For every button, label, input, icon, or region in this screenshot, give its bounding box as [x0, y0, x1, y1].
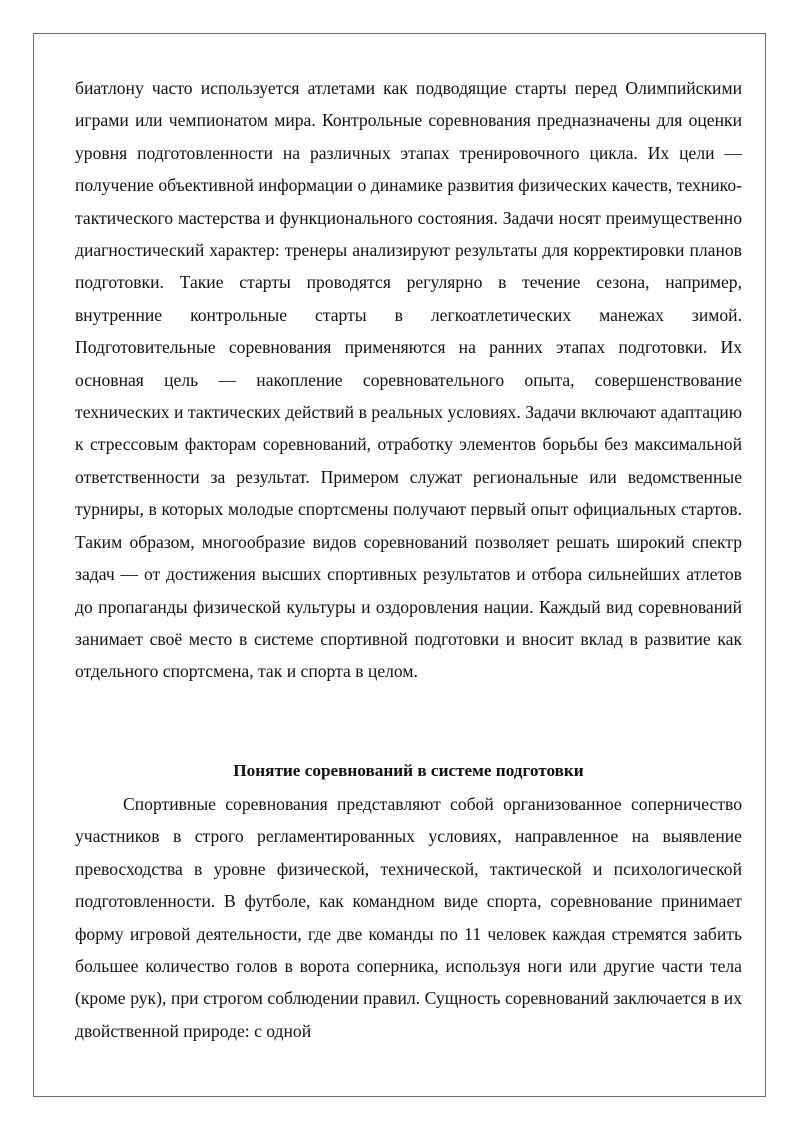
section-heading: Понятие соревнований в системе подготовки	[233, 761, 584, 780]
body-paragraph-1: биатлону часто используется атлетами как подводящие старты перед Олимпийскими играми или чемпионатом мира. Контрольные соревнования предназначены для оценки уровня подготовленности на различных этапах тренировочного цикла. Их цели — получение объективной информации о динамике развития физических качеств, технико-тактического мастерства и функционального состояния. Задачи носят преимущественно диагностический характер: тренеры анализируют результаты для корректировки планов подготовки. Такие старты проводятся регулярно в течение сезона, например, внутренние контрольные старты в легкоатлетических манежах зимой. Подготовительные соревнования применяются на ранних этапах подготовки. Их основная цель — накопление соревновательного опыта, совершенствование технических и тактических действий в реальных условиях. Задачи включают адаптацию к стрессовым факторам соревнований, отработку элементов борьбы без максимальной ответственности за результат. Примером служат региональные или ведомственные турниры, в которых молодые спортсмены получают первый опыт официальных стартов. Таким образом, многообразие видов соревнований позволяет решать широкий спектр задач — от достижения высших спортивных результатов и отбора сильнейших атлетов до пропаганды физической культуры и оздоровления нации. Каждый вид соревнований занимает своё место в системе спортивной подготовки и вносит вклад в развитие как отдельного спортсмена, так и спорта в целом.	[75, 78, 742, 682]
body-paragraph-2: Спортивные соревнования представляют собой организованное соперничество участников в строго регламентированных условиях, направленное на выявление превосходства в уровне физической, технической, тактической и психологической подготовленности. В футболе, как командном виде спорта, соревнование принимает форму игровой деятельности, где две команды по 11 человек каждая стремятся забить большее количество голов в ворота соперника, используя ноги или другие части тела (кроме рук), при строгом соблюдении правил. Сущность соревнований заключается в их двойственной природе: с одной	[75, 794, 742, 1041]
